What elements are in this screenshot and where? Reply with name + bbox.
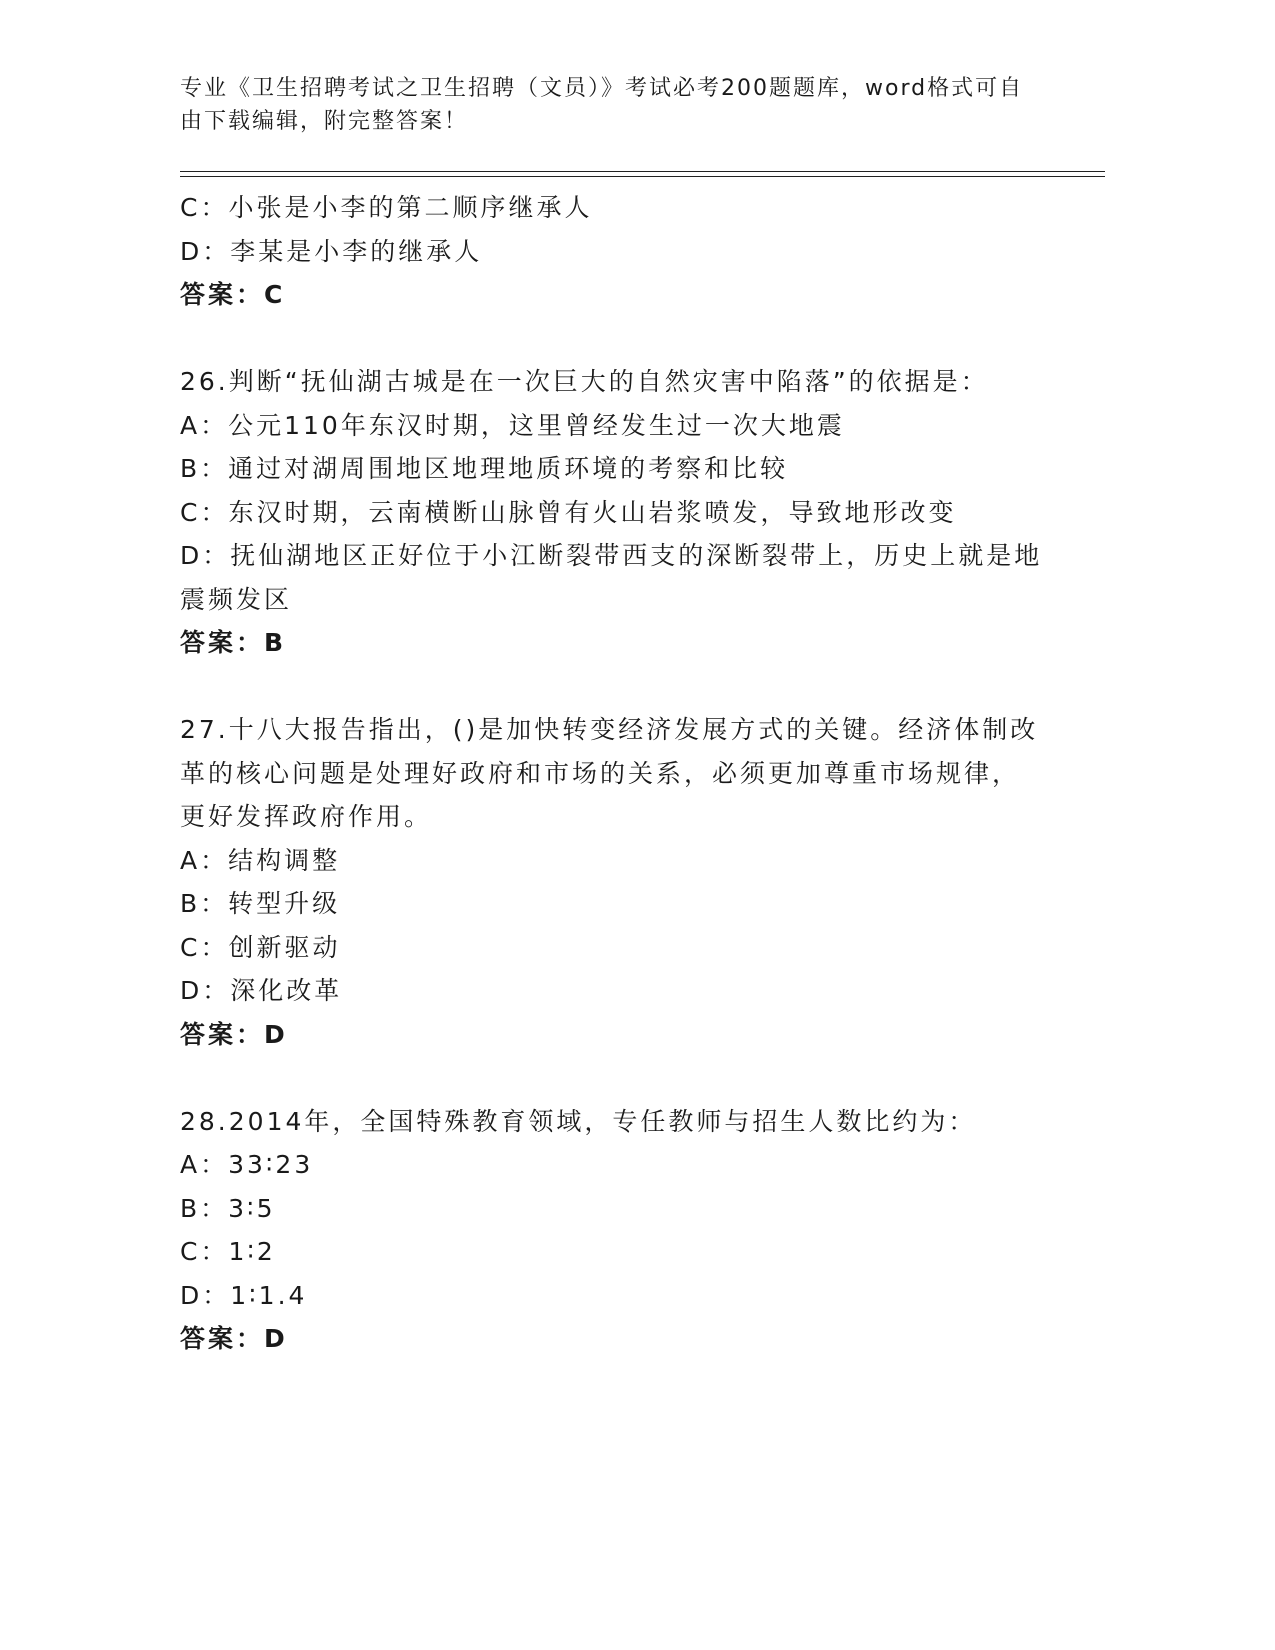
q28-option-c: C：1∶2 [180, 1237, 276, 1266]
q28-option-b: B：3∶5 [180, 1193, 276, 1223]
q27-option-d: D：深化改革 [180, 976, 343, 1005]
q26-stem: 26.判断“抚仙湖古城是在一次巨大的自然灾害中陷落”的依据是： [180, 367, 989, 396]
q27-answer: 答案：D [180, 1019, 288, 1049]
q26-option-d-line-1: D：抚仙湖地区正好位于小江断裂带西支的深断裂带上，历史上就是地 [180, 541, 1043, 570]
q26-option-a: A：公元110年东汉时期，这里曾经发生过一次大地震 [180, 410, 845, 440]
q25-option-c: C：小张是小李的第二顺序继承人 [180, 193, 593, 222]
header-rule-bottom [180, 176, 1105, 177]
q27-stem-line-1: 27.十八大报告指出，()是加快转变经济发展方式的关键。经济体制改 [180, 715, 1039, 744]
q26-option-b: B：通过对湖周围地区地理地质环境的考察和比较 [180, 454, 789, 483]
q28-option-d: D：1∶1.4 [180, 1280, 308, 1310]
q27-option-c: C：创新驱动 [180, 932, 341, 962]
header-line-2: 由下载编辑，附完整答案！ [180, 109, 469, 134]
q26-option-d-line-2: 震频发区 [180, 584, 293, 614]
spacer [180, 1056, 1050, 1100]
q25-option-d: D：李某是小李的继承人 [180, 236, 483, 266]
q26-answer: 答案：B [180, 628, 287, 657]
q27-option-b: B：转型升级 [180, 889, 341, 918]
q27-stem-line-3: 更好发挥政府作用。 [180, 802, 433, 831]
spacer [180, 665, 1050, 709]
header-rule-top [180, 171, 1105, 172]
q28-stem: 28.2014年，全国特殊教育领域，专任教师与招生人数比约为： [180, 1106, 977, 1136]
document-header [180, 72, 1040, 138]
q27-stem-line-2: 革的核心问题是处理好政府和市场的关系，必须更加尊重市场规律， [180, 758, 1021, 788]
q26-option-c: C：东汉时期，云南横断山脉曾有火山岩浆喷发，导致地形改变 [180, 497, 957, 527]
q27-option-a: A：结构调整 [180, 845, 341, 875]
q25-answer: 答案：C [180, 280, 286, 309]
header-line-1: 专业《卫生招聘考试之卫生招聘（文员）》考试必考200题题库，word格式可自 [180, 76, 1024, 101]
question-list [180, 186, 1050, 1361]
spacer [180, 317, 1050, 361]
q28-answer: 答案：D [180, 1324, 288, 1353]
q28-option-a: A：33∶23 [180, 1150, 314, 1179]
